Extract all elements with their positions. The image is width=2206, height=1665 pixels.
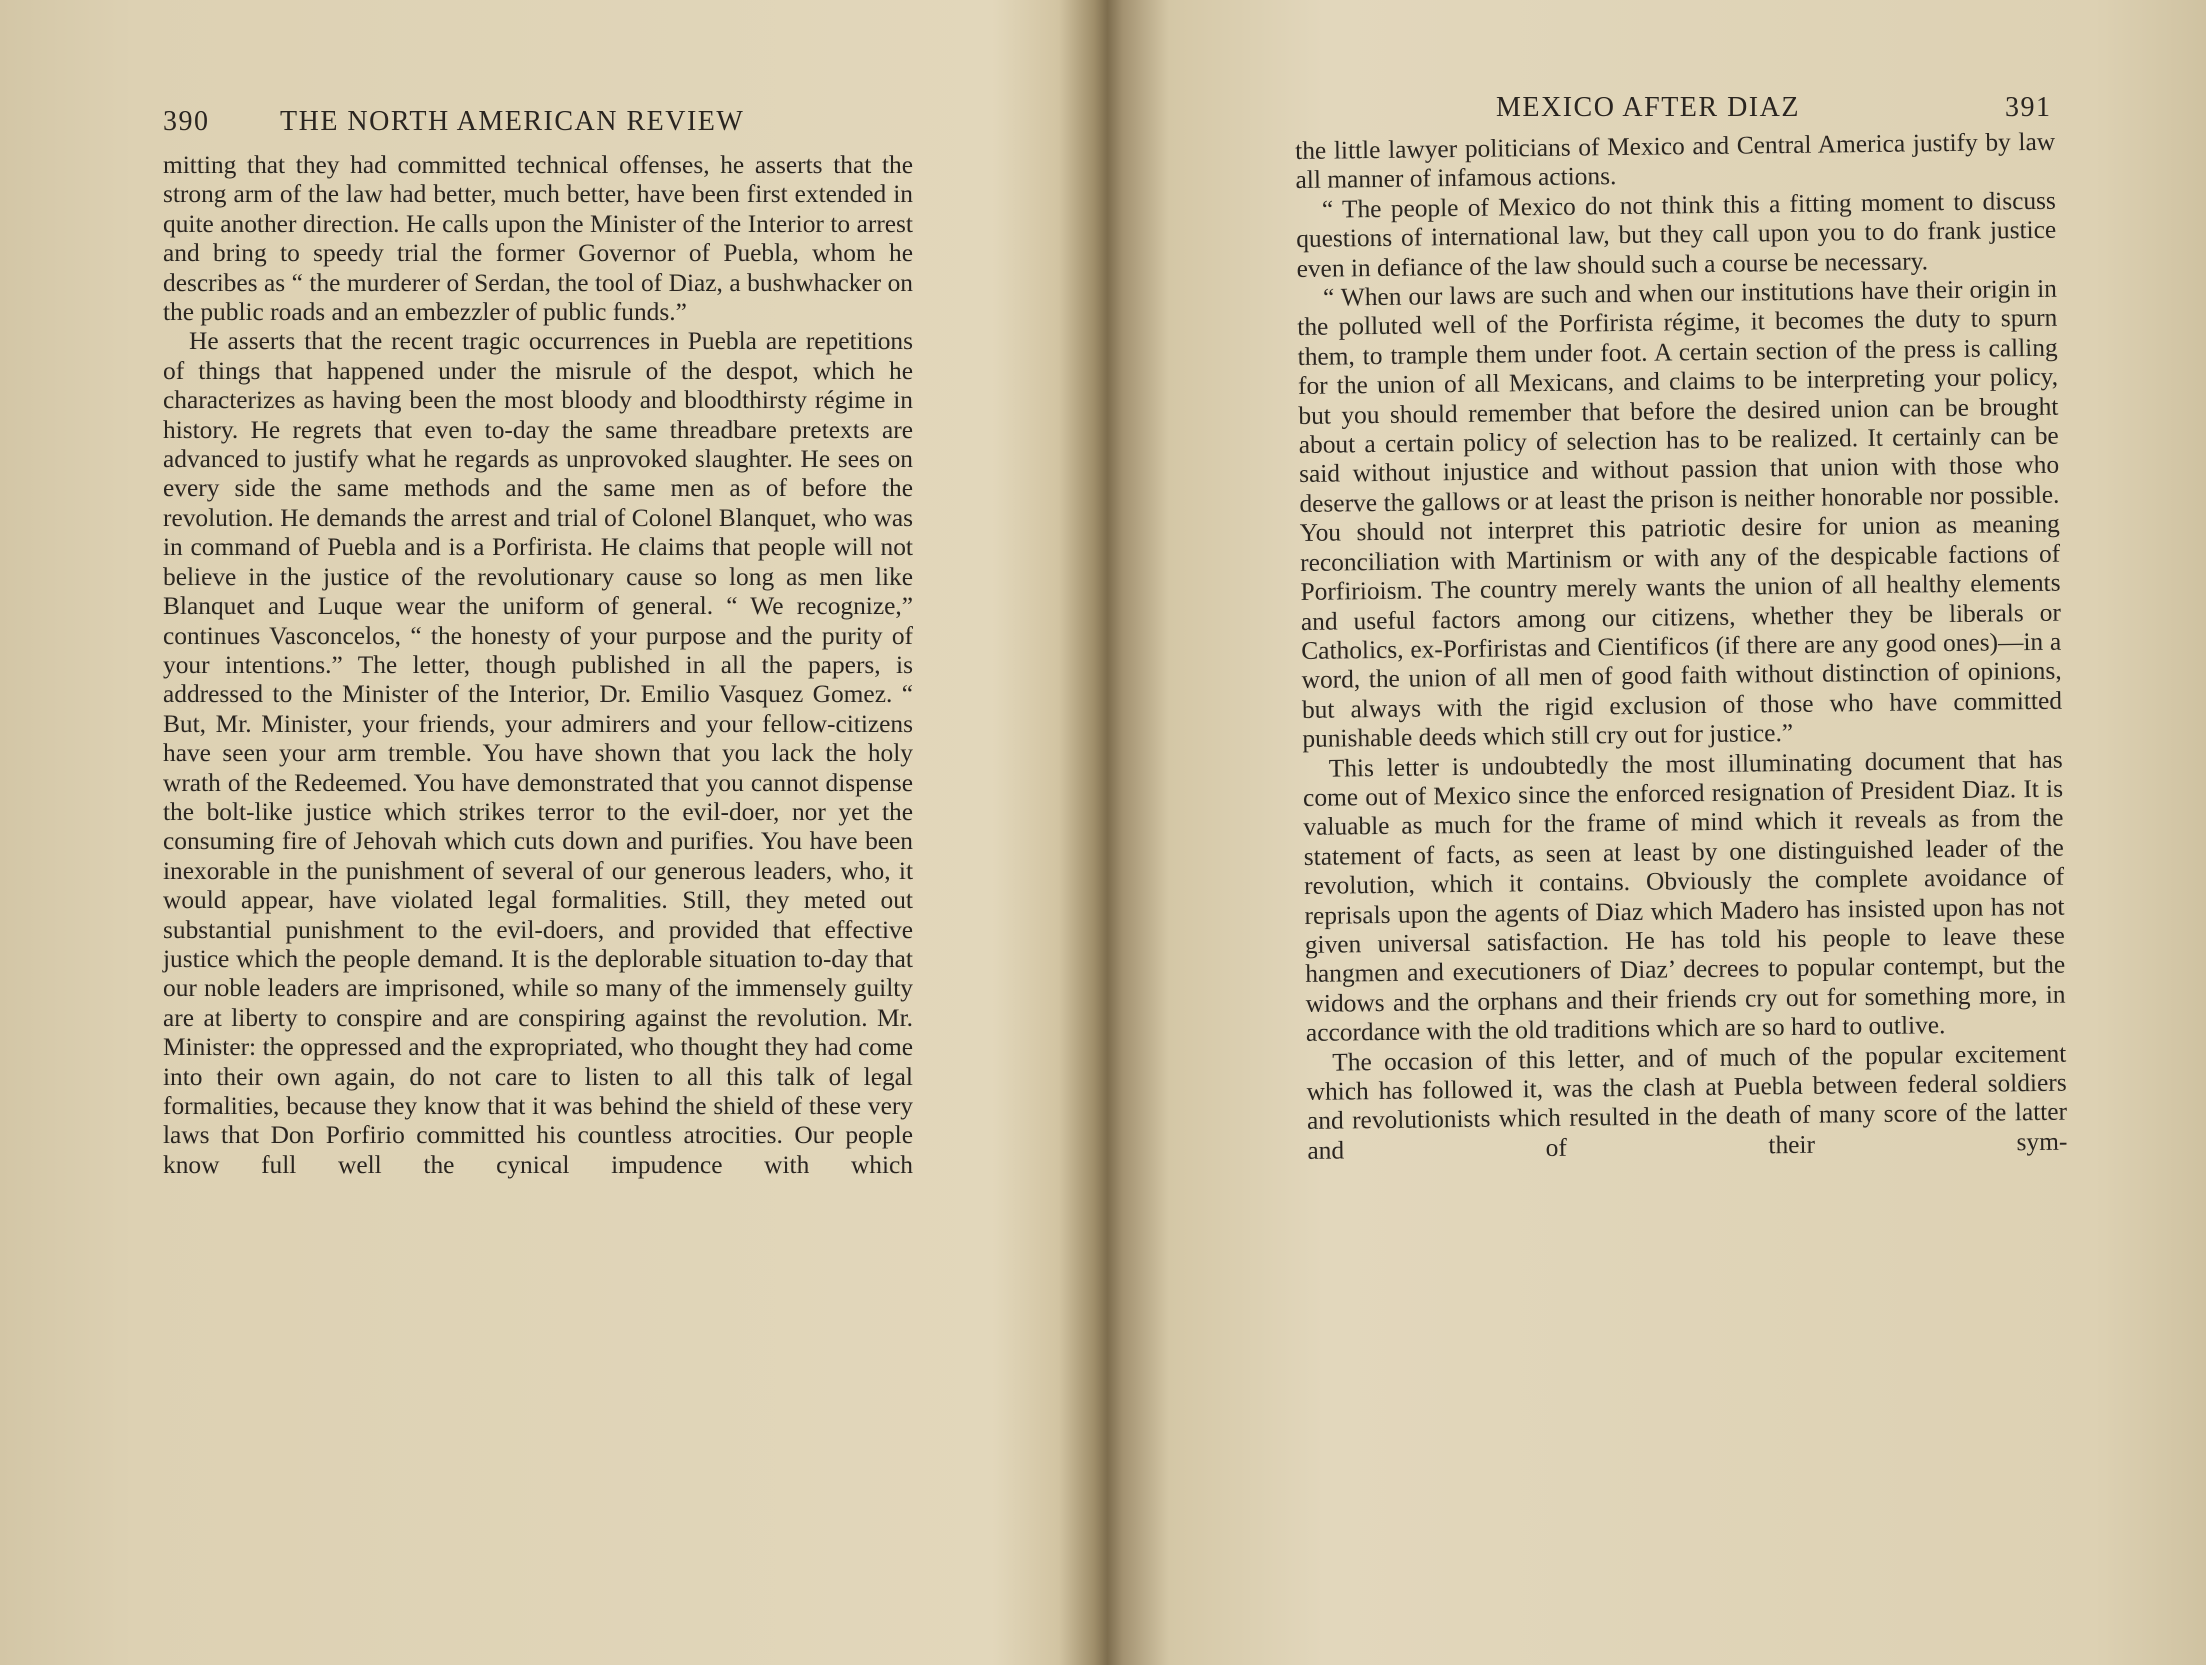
running-title: THE NORTH AMERICAN REVIEW: [280, 106, 745, 137]
body-text: [163, 151, 913, 1180]
paragraph: the little lawyer politicians of Mexico and Central America justify by law all manner of infamous actions.: [1295, 127, 2056, 195]
body-text: [1295, 128, 2068, 1166]
paragraph: “ The people of Mexico do not think this a fitting moment to discuss questions of international law, but they call upon you to do frank justice even in defiance of the law should such a course be necessary.: [1296, 186, 2057, 283]
paragraph: mitting that they had committed technical offenses, he asserts that the strong arm of the law had better, much better, have been first extended in quite another direction. He calls upon the Minister of the Interior to arrest and bring to speedy trial the former Governor of Puebla, whom he describes as “ the murderer of Serdan, the tool of Diaz, a bushwhacker on the public roads and an embezzler of public funds.”: [163, 151, 913, 327]
running-title: MEXICO AFTER DIAZ: [1496, 92, 1800, 123]
page-number: 390: [163, 106, 210, 137]
right-page: [1106, 0, 2206, 1665]
paragraph: He asserts that the recent tragic occurrences in Puebla are repetitions of things that happened under the misrule of the despot, which he characterizes as having been the most bloody and bloodthirsty régime in history. He regrets that even to-day the same threadbare pretexts are advanced to justify what he regards as unprovoked slaughter. He sees on every side the same methods and the same men as of before the revolution. He demands the arrest and trial of Colonel Blanquet, who was in command of Puebla and is a Porfirista. He claims that people will not believe in the justice of the revolutionary cause so long as men like Blanquet and Luque wear the uniform of general. “ We recognize,” continues Vasconcelos, “ the honesty of your purpose and the purity of your intentions.” The letter, though published in all the papers, is addressed to the Minister of the Interior, Dr. Emilio Vasquez Gomez. “ But, Mr. Minister, your friends, your admirers and your fellow-citizens have seen your arm tremble. You have shown that you lack the holy wrath of the Redeemed. You have demonstrated that you cannot dispense the bolt-like justice which strikes terror to the evil-doer, nor yet the consuming fire of Jehovah which cuts down and purifies. You have been inexorable in the punishment of several of our generous leaders, who, it would appear, have violated legal formalities. Still, they meted out substantial punishment to the evil-doers, and provided that effective justice which the people demand. It is the deplorable situation to-day that our noble leaders are imprisoned, while so many of the immensely guilty are at liberty to conspire and are conspiring against the revolution. Mr. Minister: the oppressed and the expropriated, who thought they had come into their own again, do not care to listen to all this talk of legal formalities, because they know that it was behind the shield of these very laws that Don Porfirio committed his countless atrocities. Our people know full well the cynical impudence with which: [163, 327, 913, 1179]
paragraph: The occasion of this letter, and of much of the popular excitement which has followed it, was the clash at Puebla between federal soldiers and revolutionists which resulted in the death of many score of the latter and of their sym-: [1306, 1039, 2068, 1165]
left-page: [0, 0, 1096, 1665]
page-number: 391: [2005, 92, 2052, 123]
paragraph: “ When our laws are such and when our institutions have their origin in the polluted well of the Porfirista régime, it becomes the duty to spurn them, to trample them under foot. A certain section of the press is calling for the union of all Mexicans, and claims to be interpreting your policy, but you should remember that before the desired union can be brought about a certain policy of selection has to be realized. It certainly can be said without injustice and without passion that union with those who deserve the gallows or at least the prison is neither honorable nor possible. You should not interpret this patriotic desire for union as meaning reconciliation with Martinism or with any of the despicable factions of Porfirioism. The country merely wants the union of all healthy elements and useful factors among our citizens, whether they be liberals or Catholics, ex-Porfiristas and Cientificos (if there are any good ones)—in a word, the union of all men of good faith without distinction of opinions, but always with the rigid exclusion of those who have committed punishable deeds which still cry out for justice.”: [1297, 274, 2063, 754]
paragraph: This letter is undoubtedly the most illuminating document that has come out of Mexico since the enforced resignation of President Diaz. It is valuable as much for the frame of mind which it reveals as from the statement of facts, as seen at least by one distinguished leader of the revolution, which it contains. Obviously the complete avoidance of reprisals upon the agents of Diaz which Madero has insisted upon has not given universal satisfaction. He has told his people to leave these hangmen and executioners of Diaz’ decrees to popular contempt, but the widows and the orphans and their friends cry out for something more, in accordance with the old traditions which are so hard to outlive.: [1302, 745, 2066, 1048]
